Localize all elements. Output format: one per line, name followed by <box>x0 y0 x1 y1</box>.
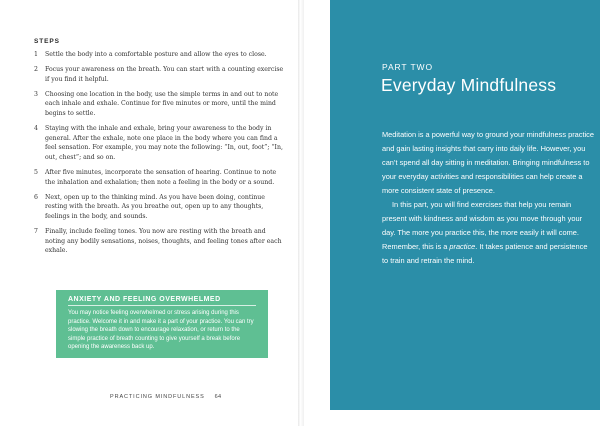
step-text: Staying with the inhale and exhale, bring your awareness to the body in general. After the exhale, note one place in the body where you can find a feel sensation. For example, you may note the following: “In, out, foot”; “In, out, chest”; and so on. <box>45 125 283 161</box>
intro-paragraph-2-start: In this part, you will find exercises that help you remain present with kindness and wisdom as you move through your day. The more you practice this, the more easily it will come. Remember, this is a <box>382 200 583 251</box>
chapter-panel <box>330 0 600 410</box>
step-text: Next, open up to the thinking mind. As you have been doing, continue resting with the breath. As you breathe out, open up to any thoughts, feelings in the body, and sounds. <box>45 193 265 220</box>
step-text: Settle the body into a comfortable posture and allow the eyes to close. <box>45 51 267 58</box>
step-number: 2 <box>34 66 38 74</box>
step-text: Focus your awareness on the breath. You can start with a counting exercise if you find it helpful. <box>45 66 284 83</box>
step-item <box>34 124 286 162</box>
step-item <box>34 227 286 256</box>
step-number: 1 <box>34 51 38 58</box>
running-footer-label: PRACTICING MINDFULNESS <box>110 394 205 400</box>
step-number: 6 <box>34 193 38 201</box>
step-item <box>34 50 286 60</box>
step-text: Choosing one location in the body, use the simple terms in and out to note each inhale and exhale. Continue for five minutes or more, until the mind begins to settle. <box>45 90 279 117</box>
sidebar-box <box>56 290 268 358</box>
intro-paragraph-2 <box>382 198 594 268</box>
step-number: 3 <box>34 90 38 98</box>
step-text: After five minutes, incorporate the sensation of hearing. Continue to note the inhalation and exhalation; then note a feeling in the body or a sound. <box>45 168 277 186</box>
intro-paragraph-2-end: . It takes patience and persistence to train and retrain the mind. <box>382 242 588 265</box>
sidebar-text: You may notice feeling overwhelmed or stress arising during this practice. Welcome it in and make it a part of your practice. You can try slowing the breath down to encourage relaxation, or return to the simple practice of breath counting to give yourself a break before opening the awareness back up. <box>68 310 254 351</box>
intro-paragraph-2-emphasis: practice <box>449 242 476 251</box>
step-item <box>34 168 286 187</box>
step-item <box>34 65 286 84</box>
sidebar-title: ANXIETY AND FEELING OVERWHELMED <box>68 296 221 303</box>
page-number: 64 <box>214 394 222 400</box>
chapter-title: Everyday Mindfulness <box>381 75 557 95</box>
steps-list <box>34 50 286 261</box>
intro-paragraph-1: Meditation is a powerful way to ground your mindfulness practice and gain lasting insights that carry into daily life. However, you can’t spend all day sitting in meditation. Bringing mindfulness to your everyday activities and responsibilities can help create a more consistent state of presence. <box>382 130 594 195</box>
step-number: 5 <box>34 168 38 176</box>
intro-text <box>382 128 594 268</box>
steps-heading: STEPS <box>34 38 60 45</box>
part-label: PART TWO <box>382 62 433 72</box>
step-item <box>34 193 286 222</box>
step-number: 4 <box>34 125 38 133</box>
step-text: Finally, include feeling tones. You now are resting with the breath and noting any bodily sensations, noises, thoughts, and feeling tones after each exhale. <box>45 227 282 255</box>
step-item <box>34 90 286 119</box>
step-number: 7 <box>34 227 38 235</box>
sidebar-divider <box>68 305 256 306</box>
page-footer <box>110 394 221 400</box>
